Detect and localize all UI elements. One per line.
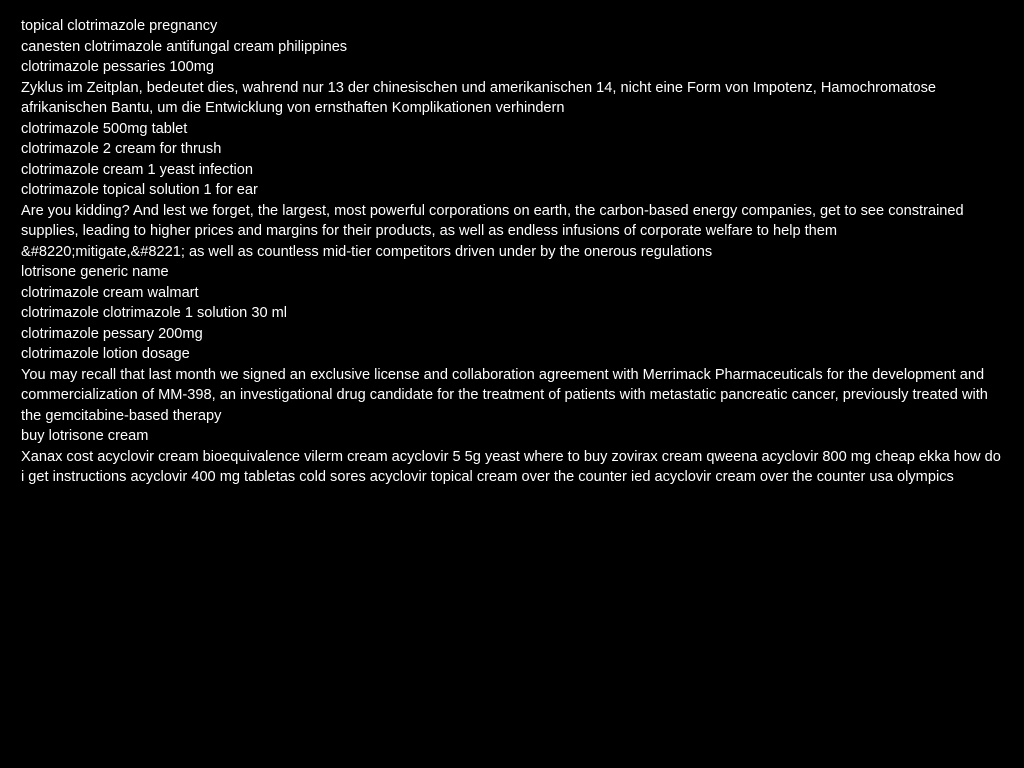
text-line: clotrimazole clotrimazole 1 solution 30 ml (21, 305, 288, 321)
text-paragraph: You may recall that last month we signed an exclusive license and collaboration agreement with Merrimack Pharmaceuticals for the development and commercialization of MM-398, an investigational drug candidate for the treatment of patients with metastatic pancreatic cancer, previously treated with the gemcitabine-based therapy (21, 366, 988, 424)
text-paragraph: Xanax cost acyclovir cream bioequivalence vilerm cream acyclovir 5 5g yeast where to buy zovirax cream qweena acyclovir 800 mg cheap ekka how do i get instructions acyclovir 400 mg tabletas cold sores acyclovir topical cream over the counter ied acyclovir cream over the counter usa olympics (21, 448, 1001, 485)
text-line: buy lotrisone cream (21, 428, 149, 444)
text-line: clotrimazole pessary 200mg (21, 325, 203, 342)
text-line: clotrimazole cream walmart (21, 284, 199, 301)
text-paragraph: Are you kidding? And lest we forget, the largest, most powerful corporations on earth, the carbon-based energy companies, get to see constrained supplies, leading to higher prices and margins for their products, as well as endless infusions of corporate welfare to help them &#8220;mitigate,&#8221; as well as countless mid-tier competitors driven under by the onerous regulations (21, 202, 964, 260)
text-line: topical clotrimazole pregnancy (21, 18, 218, 34)
text-line: lotrisone generic name (21, 264, 169, 280)
text-line: clotrimazole cream 1 yeast infection (21, 161, 253, 178)
text-line: clotrimazole 2 cream for thrush (21, 141, 222, 157)
text-line: clotrimazole pessaries 100mg (21, 59, 215, 75)
text-line: clotrimazole lotion dosage (21, 346, 190, 362)
text-line: canesten clotrimazole antifungal cream philippines (21, 38, 348, 55)
text-paragraph: Zyklus im Zeitplan, bedeutet dies, wahrend nur 13 der chinesischen und amerikanischen 14, nicht eine Form von Impotenz, Hamochromatose afrikanischen Bantu, um die Entwicklung von ernsthaften Komplikationen verhindern (21, 79, 937, 116)
text-line: clotrimazole 500mg tablet (21, 120, 188, 137)
text-page (21, 16, 1001, 488)
text-line: clotrimazole topical solution 1 for ear (21, 182, 258, 198)
